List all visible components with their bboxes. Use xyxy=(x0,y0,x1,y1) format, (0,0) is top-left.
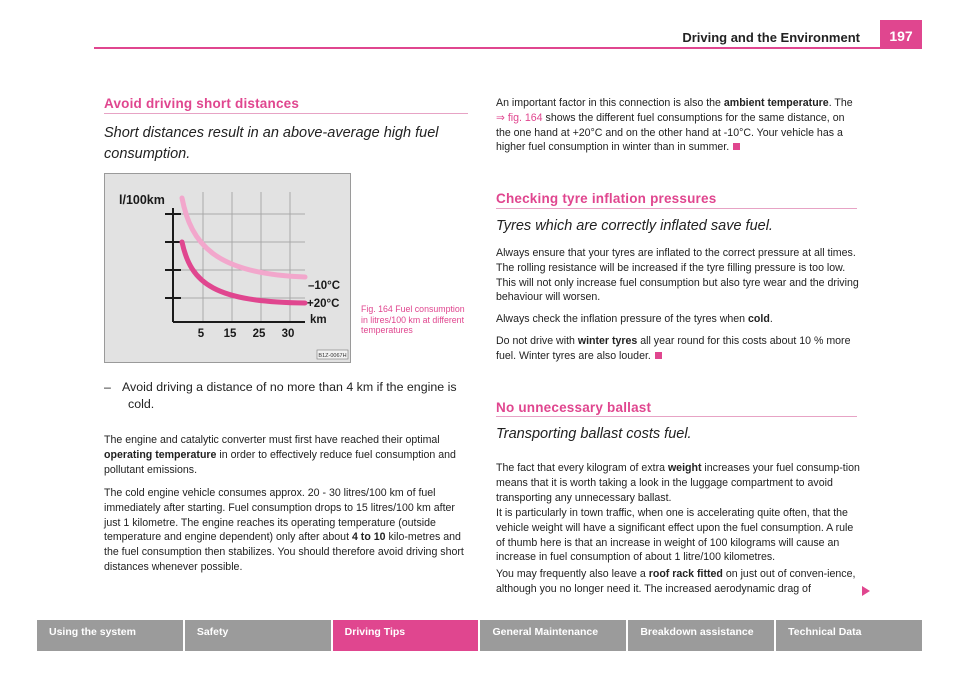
nav-tab-driving-tips[interactable]: Driving Tips xyxy=(333,620,479,651)
nav-tab-safety[interactable]: Safety xyxy=(185,620,331,651)
section-rule xyxy=(496,208,857,209)
paragraph-extra-weight: The fact that every kilogram of extra weight increases your fuel consump-tion means that it is worth taking a look in the luggage compartment to avoid transporting any unnecessary ballast. xyxy=(496,462,860,504)
bullet-text: Avoid driving a distance of no more than 4 km if the engine is cold. xyxy=(122,380,457,411)
bullet-dash: – xyxy=(104,380,111,394)
nav-tab-using-the-system[interactable]: Using the system xyxy=(37,620,183,651)
x-tick-label: 30 xyxy=(281,328,295,340)
continue-arrow-icon xyxy=(861,585,871,597)
section-lead-tyre-pressure: Tyres which are correctly inflated save fuel. xyxy=(496,218,773,234)
curve-minus-10c xyxy=(182,198,305,277)
figure-code: B1Z-0067H xyxy=(318,353,347,359)
figure-caption: Fig. 164 Fuel consumption in litres/100 km at different temperatures xyxy=(361,304,465,336)
running-header-title: Driving and the Environment xyxy=(682,30,860,45)
curve-label-warm: +20°C xyxy=(307,298,340,310)
chapter-navigation xyxy=(37,620,922,651)
x-tick-label: 25 xyxy=(252,328,266,340)
paragraph-town-traffic: It is particularly in town traffic, when one is accelerating quite often, that the vehicle weight will have a significant effect upon the fuel consumption. A rule of thumb here is that an increase in weight of 100 kilograms will cause an increase in fuel consumption of about 1 litre/100 kilometres. xyxy=(496,507,854,564)
x-tick-label: 15 xyxy=(223,328,237,340)
y-axis-label: l/100km xyxy=(119,193,165,207)
paragraph-ambient-temperature: An important factor in this connection is also the ambient temperature. The ⇒ fig. 164 shows the different fuel consumptions for the same distance, on the one hand at +20°C and on the other hand at -10°C. Your vehicle has a higher fuel consumption in winter than in summer. xyxy=(496,97,853,154)
section-rule xyxy=(496,416,857,417)
curve-plus-20c xyxy=(182,242,305,303)
instruction-bullet xyxy=(104,379,474,413)
header-rule xyxy=(94,47,922,49)
section-lead-ballast: Transporting ballast costs fuel. xyxy=(496,426,692,442)
section-lead-short-distances: Short distances result in an above-average high fuel consumption. xyxy=(104,125,439,162)
page-number: 197 xyxy=(880,20,922,49)
paragraph-tyre-inflation: Always ensure that your tyres are inflated to the correct pressure at all times. The rolling resistance will be increased if the tyre filling pressure is too low. This will not only increase fuel consumption but also tyre wear and the driving behaviour will worsen. xyxy=(496,247,859,304)
section-end-marker xyxy=(655,352,662,359)
paragraph-roof-rack: You may frequently also leave a roof rack fitted on just out of conven-ience, although you no longer need it. The increased aerodynamic drag of xyxy=(496,568,856,595)
fuel-consumption-chart xyxy=(105,174,350,362)
paragraph-check-cold: Always check the inflation pressure of the tyres when cold. xyxy=(496,313,773,325)
paragraph-winter-tyres: Do not drive with winter tyres all year round for this costs about 10 % more fuel. Winter tyres are also louder. xyxy=(496,335,851,362)
fuel-consumption-figure xyxy=(104,173,351,363)
paragraph-cold-engine: The cold engine vehicle consumes approx. 20 - 30 litres/100 km of fuel immediately after starting. Fuel consumption drops to 15 litres/100 km after just 1 kilometre. The engine reaches its operating temperature (outside temperature and engine dependent) only after about 4 to 10 kilo-metres and the fuel consumption then stabilizes. You should therefore avoid driving short distances whenever possible. xyxy=(104,487,464,573)
nav-tab-technical-data[interactable]: Technical Data xyxy=(776,620,922,651)
section-rule xyxy=(104,113,468,114)
curve-label-cold: –10°C xyxy=(308,280,341,292)
x-tick-label: 5 xyxy=(197,328,205,340)
nav-tab-general-maintenance[interactable]: General Maintenance xyxy=(480,620,626,651)
paragraph-operating-temperature: The engine and catalytic converter must first have reached their optimal operating temperature in order to effectively reduce fuel consumption and pollutant emissions. xyxy=(104,434,456,476)
x-axis-unit: km xyxy=(310,314,327,326)
section-heading-tyre-pressure: Checking tyre inflation pressures xyxy=(496,191,717,206)
section-heading-short-distances: Avoid driving short distances xyxy=(104,96,300,111)
figure-link[interactable]: ⇒ fig. 164 xyxy=(496,111,543,124)
section-end-marker xyxy=(733,143,740,150)
nav-tab-breakdown-assistance[interactable]: Breakdown assistance xyxy=(628,620,774,651)
section-heading-ballast: No unnecessary ballast xyxy=(496,400,652,415)
